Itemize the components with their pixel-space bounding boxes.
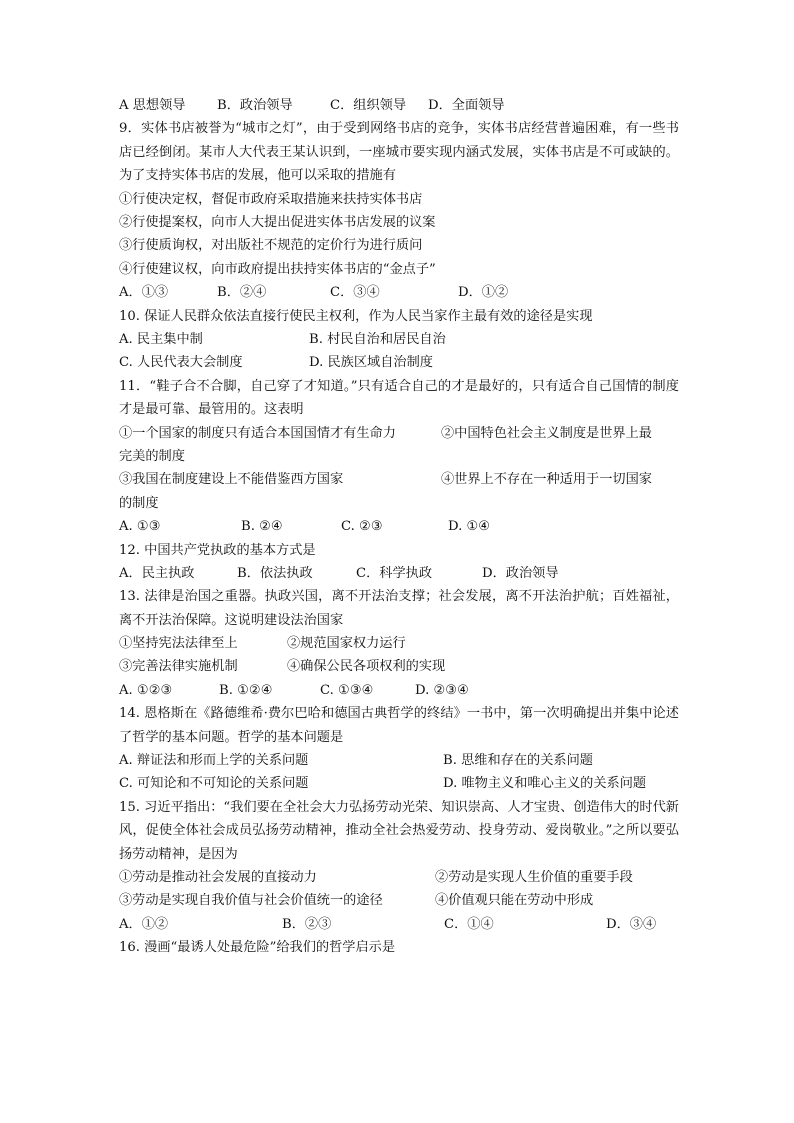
q9-item-3: ③行使质询权，对出版社不规范的定价行为进行质问 [119, 238, 423, 254]
q11-item-2: ②中国特色社会主义制度是世界上最 [441, 425, 652, 441]
q11-options [119, 515, 679, 538]
q13-option-a: A. ①②③ [119, 682, 173, 698]
q10-option-d: D. 民族区域自治制度 [309, 355, 433, 371]
q15-item-4: ④价值观只能在劳动中形成 [435, 893, 594, 909]
q14-option-c: C. 可知论和不可知论的关系问题 [119, 776, 309, 792]
q13-stem: 13. 法律是治国之重器。执政兴国，离不开法治支撑；社会发展，离不开法治护航；百姓福祉，离不开法治保障。这说明建设法治国家 [119, 589, 679, 628]
q13-option-c: C. ①③④ [320, 682, 374, 698]
q8-option-b: B．政治领导 [217, 98, 293, 113]
q9-option-b: B．②④ [217, 285, 267, 301]
q11-option-d: D. ①④ [448, 519, 491, 535]
q13-options [119, 679, 679, 702]
q15-options [119, 913, 679, 936]
q11-option-b: B. ②④ [241, 519, 283, 535]
q9-options [119, 281, 679, 304]
q15-option-c: C．①④ [444, 916, 494, 932]
q8-options [119, 94, 679, 117]
q11-stem: 11．“鞋子合不合脚，自己穿了才知道。”只有适合自己的才是最好的，只有适合自己国情的制度才是最可靠、最管用的。这表明 [119, 378, 679, 418]
q9-item-1: ①行使决定权，督促市政府采取措施来扶持实体书店 [119, 191, 423, 207]
q12-option-b: B．依法执政 [237, 565, 313, 581]
q14-option-d: D. 唯物主义和唯心主义的关系问题 [443, 776, 647, 792]
q14-option-b: B. 思维和存在的关系问题 [443, 753, 593, 769]
q11-items-row2-cont: 的制度 [119, 495, 159, 511]
q15-item-2: ②劳动是实现人生价值的重要手段 [435, 870, 633, 886]
q11-items-row1 [119, 422, 679, 445]
q8-option-c: C．组织领导 [330, 98, 407, 113]
q12-stem: 12. 中国共产党执政的基本方式是 [119, 542, 316, 558]
q15-stem: 15. 习近平指出：“我们要在全社会大力弘扬劳动光荣、知识崇高、人才宝贵、创造伟大的时代新风，促使全体社会成员弘扬劳动精神，推动全社会热爱劳动、投身劳动、爱岗敬业。”之所以要弘扬劳动精神，是因为 [119, 799, 679, 862]
q9-option-a: A．①③ [119, 285, 169, 301]
q15-option-d: D．③④ [606, 916, 657, 932]
q16-stem: 16. 漫画“最诱人处最危险”给我们的哲学启示是 [119, 940, 396, 956]
q13-items-row2 [119, 655, 679, 678]
q13-option-b: B. ①②④ [219, 682, 273, 698]
q15-option-b: B．②③ [282, 916, 332, 932]
q15-item-3: ③劳动是实现自我价值与社会价值统一的途径 [119, 893, 383, 909]
q13-items-row1 [119, 632, 679, 655]
q15-items-row2 [119, 889, 679, 912]
exam-page [119, 94, 679, 960]
q9-option-d: D．①② [458, 285, 509, 301]
q15-items-row1 [119, 866, 679, 889]
q13-option-d: D. ②③④ [415, 682, 469, 698]
q9-item-2: ②行使提案权，向市人大提出促进实体书店发展的议案 [119, 215, 436, 230]
q11-option-a: A. ①③ [119, 519, 161, 535]
q9-option-c: C．③④ [330, 285, 380, 301]
q9-item-4: ④行使建议权，向市政府提出扶持实体书店的“金点子” [119, 261, 436, 277]
q11-items-row1-cont: 完美的制度 [119, 448, 185, 464]
q12-option-a: A．民主执政 [119, 565, 195, 581]
q14-options-row1 [119, 749, 679, 772]
q14-option-a: A. 辩证法和形而上学的关系问题 [119, 753, 309, 769]
q10-option-b: B. 村民自治和居民自治 [309, 331, 446, 347]
q10-option-a: A. 民主集中制 [119, 331, 203, 347]
q10-stem: 10. 保证人民群众依法直接行使民主权利，作为人民当家作主最有效的途径是实现 [119, 308, 593, 324]
q11-item-4: ④世界上不存在一种适用于一切国家 [441, 472, 652, 488]
q15-item-1: ①劳动是推动社会发展的直接动力 [119, 870, 317, 886]
q11-item-3: ③我国在制度建设上不能借鉴西方国家 [119, 472, 344, 488]
q12-options [119, 562, 679, 585]
q13-item-1: ①坚持宪法法律至上 [119, 636, 238, 652]
q8-option-d: D．全面领导 [428, 98, 505, 113]
q10-options-row1 [119, 328, 679, 351]
q11-item-1: ①一个国家的制度只有适合本国国情才有生命力 [119, 425, 396, 441]
q14-options-row2 [119, 772, 679, 795]
q14-stem: 14. 恩格斯在《路德维希·费尔巴哈和德国古典哲学的终结》一书中，第一次明确提出并集中论述了哲学的基本问题。哲学的基本问题是 [119, 706, 679, 745]
q10-option-c: C. 人民代表大会制度 [119, 355, 243, 371]
q9-stem: 9．实体书店被誉为“城市之灯”，由于受到网络书店的竞争，实体书店经营普遍困难，有一些书店已经倒闭。某市人大代表王某认识到，一座城市要实现内涵式发展，实体书店是不可或缺的。为了支持实体书店的发展，他可以采取的措施有 [119, 121, 679, 184]
q13-item-2: ②规范国家权力运行 [287, 636, 406, 652]
q15-option-a: A．①② [119, 916, 169, 932]
q13-item-4: ④确保公民各项权利的实现 [287, 659, 446, 675]
q13-item-3: ③完善法律实施机制 [119, 659, 238, 675]
q12-option-c: C．科学执政 [356, 565, 433, 581]
q12-option-d: D．政治领导 [482, 565, 559, 581]
q10-options-row2 [119, 351, 679, 374]
q8-option-a: A 思想领导 [119, 98, 186, 113]
q11-items-row2 [119, 468, 679, 491]
q11-option-c: C. ②③ [341, 519, 383, 535]
